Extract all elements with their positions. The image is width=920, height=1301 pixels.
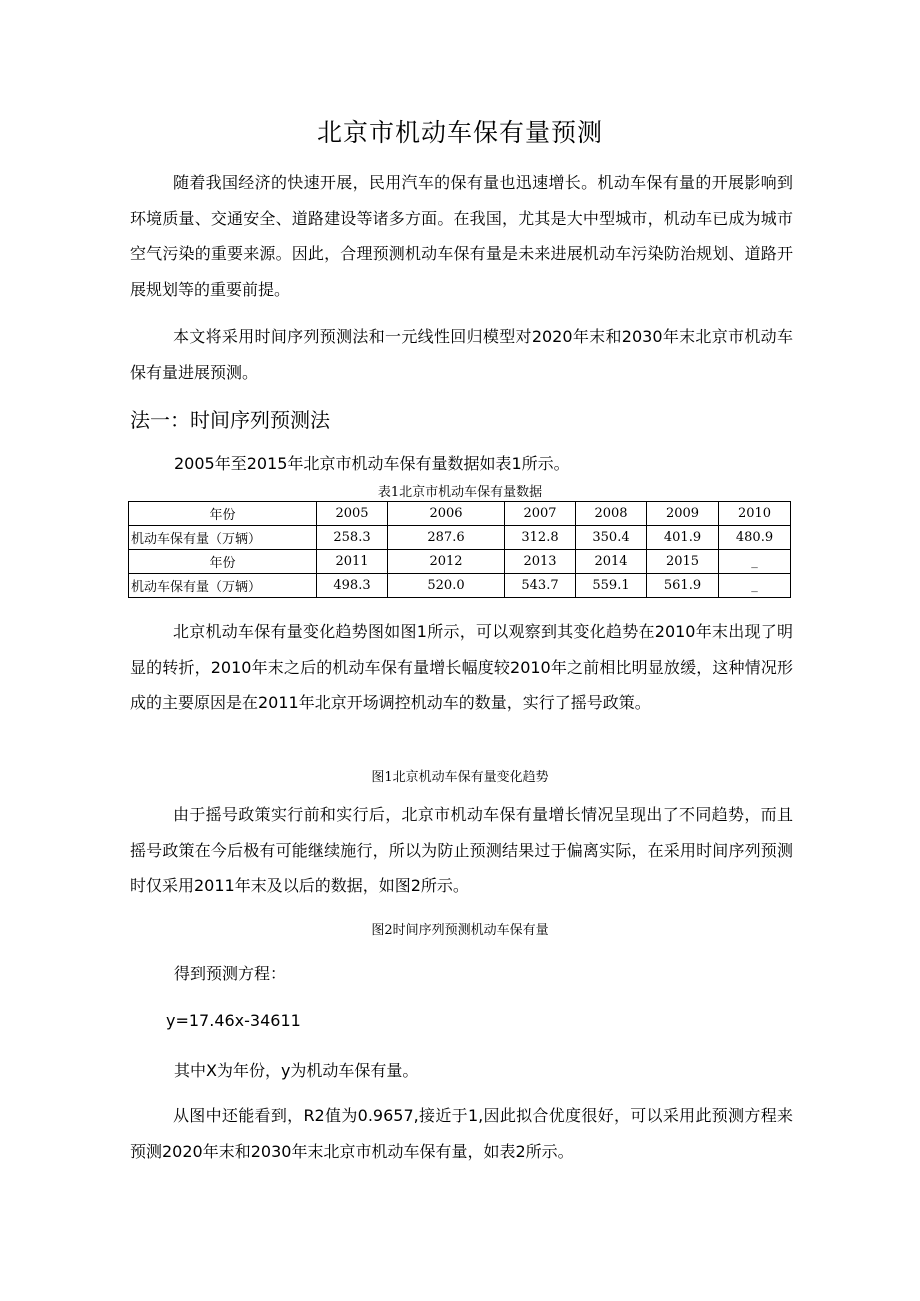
page-title: 北京市机动车保有量预测 <box>316 118 603 147</box>
year-cell: 2013 <box>505 550 576 574</box>
value-cell: 561.9 <box>647 574 719 598</box>
policy-paragraph: 由于摇号政策实行前和实行后，北京市机动车保有量增长情况呈现出了不同趋势，而且摇号政策在今后极有可能继续施行，所以为防止预测结果过于偏离实际，在采用时间序列预测时仅采用2011年末及以后的数据，如图2所示。 <box>130 805 793 895</box>
equation: y=17.46x-34611 <box>166 1011 301 1030</box>
year-cell: 2006 <box>388 502 505 526</box>
trend-paragraph: 北京机动车保有量变化趋势图如图1所示，可以观察到其变化趋势在2010年末出现了明显的转折，2010年末之后的机动车保有量增长幅度较2010年之前相比明显放缓，这种情况形成的主要原因是在2011年北京开场调控机动车的数量，实行了摇号政策。 <box>130 622 793 712</box>
table-row <box>129 574 791 598</box>
value-header-cell: 机动车保有量（万辆） <box>129 526 317 550</box>
value-cell: 520.0 <box>388 574 505 598</box>
value-cell: 258.3 <box>317 526 388 550</box>
value-cell: 543.7 <box>505 574 576 598</box>
value-cell: 480.9 <box>719 526 791 550</box>
table-row <box>129 526 791 550</box>
value-cell: 559.1 <box>576 574 647 598</box>
equation-note: 其中X为年份，y为机动车保有量。 <box>174 1061 419 1080</box>
value-cell: 350.4 <box>576 526 647 550</box>
year-cell: 2010 <box>719 502 791 526</box>
value-cell: 498.3 <box>317 574 388 598</box>
year-cell: 2008 <box>576 502 647 526</box>
intro-paragraph-2: 本文将采用时间序列预测法和一元线性回归模型对2020年末和2030年末北京市机动车保有量进展预测。 <box>130 327 793 382</box>
value-cell: 287.6 <box>388 526 505 550</box>
section-heading: 法一：时间序列预测法 <box>130 408 330 432</box>
value-cell: 312.8 <box>505 526 576 550</box>
year-cell: 2012 <box>388 550 505 574</box>
year-cell: 2015 <box>647 550 719 574</box>
figure-2-caption: 图2时间序列预测机动车保有量 <box>371 923 549 938</box>
intro-paragraph-1: 随着我国经济的快速开展，民用汽车的保有量也迅速增长。机动车保有量的开展影响到环境质量、交通安全、道路建设等诸多方面。在我国，尤其是大中型城市，机动车已成为城市空气污染的重要来源。因此，合理预测机动车保有量是未来进展机动车污染防治规划、道路开展规划等的重要前提。 <box>130 173 793 299</box>
table-lead-text: 2005年至2015年北京市机动车保有量数据如表1所示。 <box>174 454 570 473</box>
year-cell: _ <box>719 550 791 574</box>
year-cell: 2009 <box>647 502 719 526</box>
year-header-cell: 年份 <box>129 502 317 526</box>
value-cell: _ <box>719 574 791 598</box>
table-row <box>129 550 791 574</box>
figure-1-caption: 图1北京机动车保有量变化趋势 <box>371 770 549 785</box>
vehicle-data-table <box>128 501 791 598</box>
year-header-cell: 年份 <box>129 550 317 574</box>
value-cell: 401.9 <box>647 526 719 550</box>
year-cell: 2014 <box>576 550 647 574</box>
table-1-caption: 表1北京市机动车保有量数据 <box>377 485 543 500</box>
equation-lead: 得到预测方程： <box>174 964 287 983</box>
year-cell: 2007 <box>505 502 576 526</box>
fit-paragraph: 从图中还能看到，R2值为0.9657,接近于1,因此拟合优度很好，可以采用此预测方程来预测2020年末和2030年末北京市机动车保有量，如表2所示。 <box>130 1106 793 1161</box>
table-row <box>129 502 791 526</box>
value-header-cell: 机动车保有量（万辆） <box>129 574 317 598</box>
year-cell: 2005 <box>317 502 388 526</box>
year-cell: 2011 <box>317 550 388 574</box>
